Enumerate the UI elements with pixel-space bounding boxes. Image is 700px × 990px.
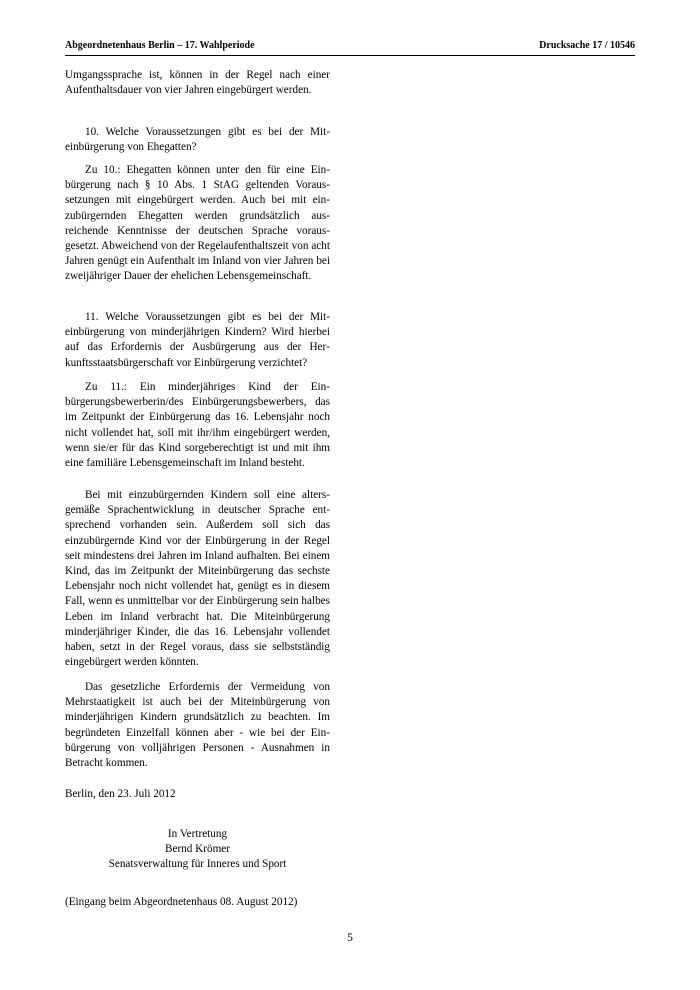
answer-11 <box>65 380 330 471</box>
header-left-title: Abgeordnetenhaus Berlin – 17. Wahlperiode <box>65 40 255 51</box>
signature-name: Bernd Krömer <box>165 843 230 856</box>
signature-department: Senatsverwaltung für Inneres und Sport <box>108 858 287 871</box>
paragraph-multiple-citizenship <box>65 680 330 771</box>
answer-text: Zu 10.: Ehegatten können unter den für eine Einbürgerung nach § 10 Abs. 1 StAG geltenden Voraussetzungen mit eingebürgert werden. Auch bei mit einzubürgernden Ehegatten werden grundsätzlich ausreichende Kenntnisse der deutschen Sprache vorausgesetzt. Abweichend von der Regelaufenthaltszeit von acht Jahren genügt ein Aufenthalt im Inland von vier Jahren bei zweijähriger Dauer der ehelichen Lebensgemeinschaft. <box>65 164 330 283</box>
question-10 <box>65 125 330 155</box>
answer-text: Zu 11.: Ein minderjähriges Kind der Einbürgerungsbewerberin/des Einbürgerungsbewerbers, das im Zeitpunkt der Einbürgerung das 16. Lebensjahr noch nicht vollendet hat, soll mit ihr/ihm eingebürgert werden, wenn sie/er für das Kind sorgeberechtigt ist und mit ihm eine familiäre Lebensgemeinschaft im Inland besteht. <box>65 381 330 470</box>
header-document-number: Drucksache 17 / 10546 <box>539 40 635 51</box>
date-line <box>65 787 330 802</box>
receipt-text: (Eingang beim Abgeordnetenhaus 08. August 2012) <box>65 896 298 908</box>
paragraph-text: Bei mit einzubürgernden Kindern soll eine altersgemäße Sprachentwicklung in deutscher Sprache entsprechend vorhanden sein. Außerdem soll sich das einzubürgernde Kind vor der Einbürgerung in der Regel seit mindestens drei Jahren im Inland aufhalten. Bei einem Kind, das im Zeitpunkt der Miteinbürgerung das sechste Lebensjahr noch nicht vollendet hat, genügt es in diesem Fall, wenn es unmittelbar vor der Einbürgerung sein halbes Leben im Inland verbracht hat. Die Miteinbürgerung minderjähriger Kinder, die das 16. Lebensjahr vollendet haben, setzt in der Regel voraus, dass sie selbstständig eingebürgert werden könnten. <box>65 489 330 669</box>
date-text: Berlin, den 23. Juli 2012 <box>65 788 176 800</box>
signature-line-1: In Vertretung <box>167 828 228 840</box>
paragraph-text: Umgangssprache ist, können in der Regel nach einer Aufenthaltsdauer von vier Jahren eingebürgert werden. <box>65 69 330 97</box>
question-text: 10. Welche Voraussetzungen gibt es bei der Miteinbürgerung von Ehegatten? <box>65 126 330 154</box>
question-11 <box>65 310 330 371</box>
header-rule <box>65 55 635 56</box>
paragraph-continuation <box>65 68 330 98</box>
receipt-note <box>65 895 330 910</box>
question-text: 11. Welche Voraussetzungen gibt es bei der Miteinbürgerung von minderjährigen Kindern? Wird hierbei auf das Erfordernis der Ausbürgerung aus der Herkunftsstaatsbürgerschaft vor Einbürgerung verzichtet? <box>65 311 330 369</box>
paragraph-children-language <box>65 488 330 670</box>
answer-10 <box>65 163 330 285</box>
page-number: 5 <box>347 932 353 944</box>
signature-block <box>65 827 330 873</box>
paragraph-text: Das gesetzliche Erfordernis der Vermeidung von Mehrstaatigkeit ist auch bei der Miteinbürgerung von minderjährigen Kindern grundsätzlich zu beachten. Im begründeten Einzelfall können aber - wie bei der Einbürgerung von volljährigen Personen - Ausnahmen in Betracht kommen. <box>65 681 330 770</box>
